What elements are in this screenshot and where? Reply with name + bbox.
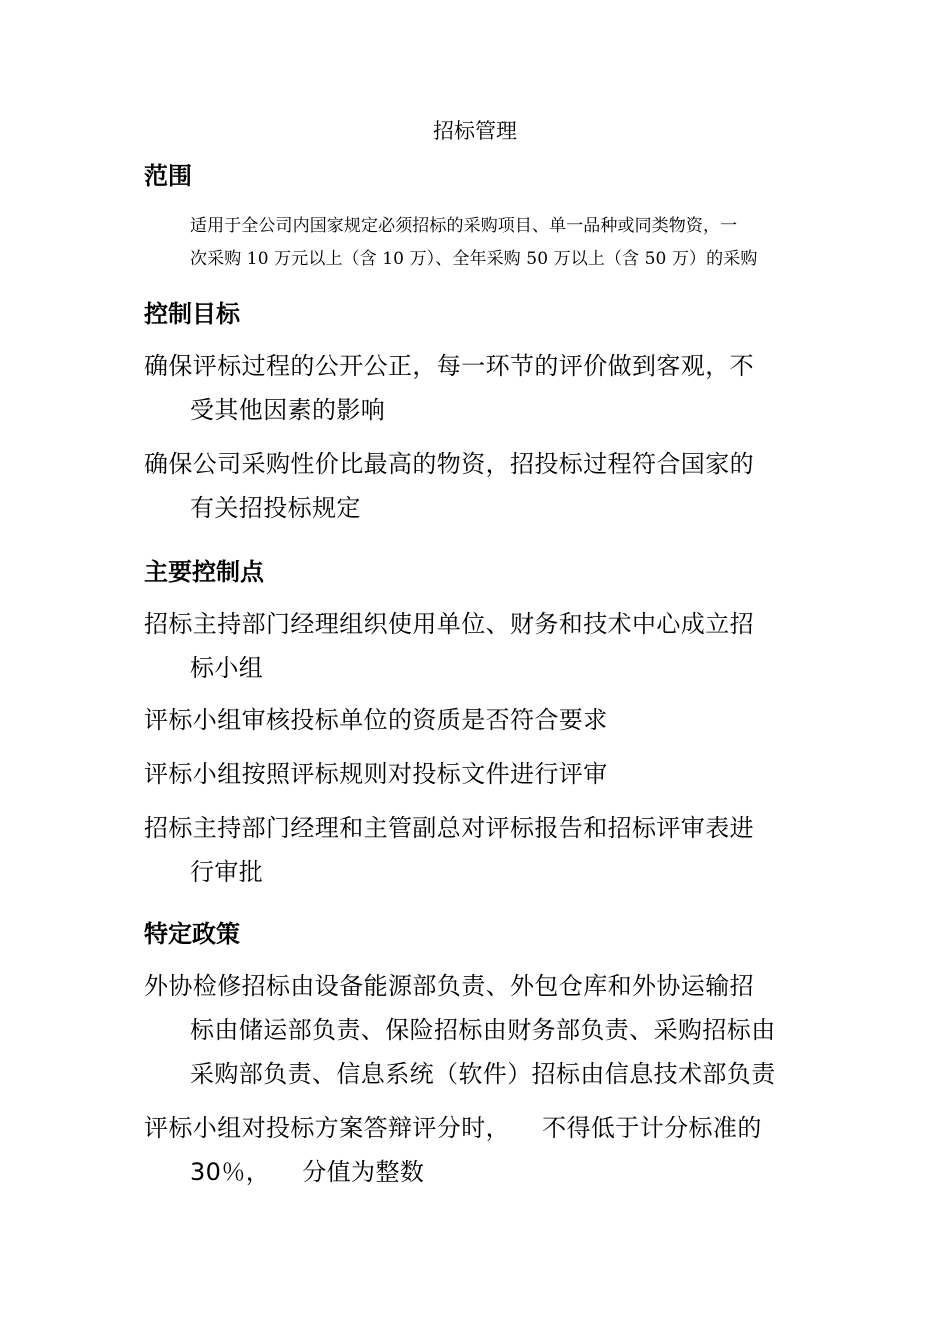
item-line: 确保公司采购性价比最高的物资，招投标过程符合国家的 [144,450,754,478]
scope-line: 次采购 10 万元以上（含 10 万）、全年采购 50 万以上（含 50 万）的采购 [190,249,758,269]
item-line: 招标主持部门经理和主管副总对评标报告和招标评审表进 [144,814,754,842]
item-line: 有关招投标规定 [190,494,361,522]
item-line: 行审批 [190,858,264,886]
item-line: 确保评标过程的公开公正，每一环节的评价做到客观，不 [144,352,754,380]
scope-line: 适用于全公司内国家规定必须招标的采购项目、单一品种或同类物资，一 [190,216,738,236]
item-line: 外协检修招标由设备能源部负责、外包仓库和外协运输招 [144,972,754,1000]
control-item [144,698,824,742]
item-line: 评标小组审核投标单位的资质是否符合要求 [144,706,608,734]
control-item [144,806,824,894]
scope-paragraph [190,210,810,276]
section-heading-controls: 主要控制点 [144,558,264,586]
control-item [144,752,824,796]
item-line: 标小组 [190,654,264,682]
item-line: 受其他因素的影响 [190,396,386,424]
section-heading-objectives: 控制目标 [144,300,240,328]
item-line: 招标主持部门经理组织使用单位、财务和技术中心成立招 [144,610,754,638]
control-item [144,602,824,690]
item-line: 30％， 分值为整数 [190,1158,425,1186]
policy-item [144,964,824,1096]
policy-item [144,1106,824,1194]
section-heading-scope: 范围 [144,162,192,190]
item-line: 标由储运部负责、保险招标由财务部负责、采购招标由 [190,1016,776,1044]
item-line: 评标小组对投标方案答辩评分时， 不得低于计分标准的 [144,1114,762,1142]
item-line: 评标小组按照评标规则对投标文件进行评审 [144,760,608,788]
document-title: 招标管理 [433,119,517,143]
objective-item [144,344,824,432]
section-heading-policies: 特定政策 [144,920,240,948]
item-line: 采购部负责、信息系统（软件）招标由信息技术部负责 [190,1060,776,1088]
objective-item [144,442,824,530]
